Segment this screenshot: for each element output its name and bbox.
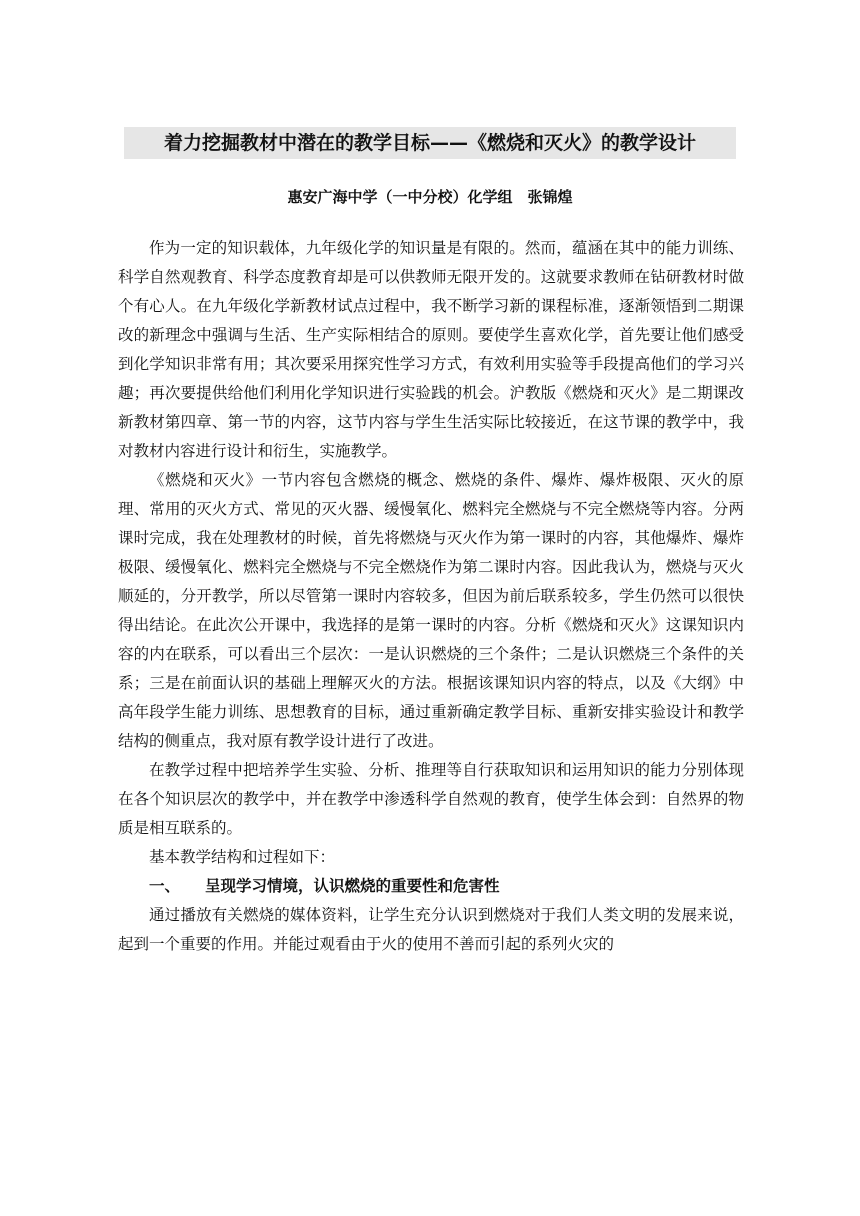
paragraph: 作为一定的知识载体，九年级化学的知识量是有限的。然而，蕴涵在其中的能力训练、科学自然观教育、科学态度教育却是可以供教师无限开发的。这就要求教师在钻研教材时做个有心人。在九年级化学新教材试点过程中，我不断学习新的课程标准，逐渐领悟到二期课改的新理念中强调与生活、生产实际相结合的原则。要使学生喜欢化学，首先要让他们感受到化学知识非常有用；其次要采用探究性学习方式，有效利用实验等手段提高他们的学习兴趣；再次要提供给他们利用化学知识进行实验践的机会。沪教版《燃烧和灭火》是二期课改新教材第四章、第一节的内容，这节内容与学生生活实际比较接近，在这节课的教学中，我对教材内容进行设计和衍生，实施教学。 — [118, 239, 744, 460]
section-heading-number: 一、 — [149, 877, 181, 895]
paragraph: 通过播放有关燃烧的媒体资料，让学生充分认识到燃烧对于我们人类文明的发展来说，起到一个重要的作用。并能过观看由于火的使用不善而引起的系列火灾的 — [118, 906, 744, 953]
document-title: 着力挖掘教材中潜在的教学目标——《燃烧和灭火》的教学设计 — [124, 127, 736, 159]
paragraph: 在教学过程中把培养学生实验、分析、推理等自行获取知识和运用知识的能力分别体现在各个知识层次的教学中，并在教学中渗透科学自然观的教育，使学生体会到：自然界的物质是相互联系的。 — [118, 761, 744, 837]
document-body — [118, 234, 744, 959]
author-line: 惠安广海中学（一中分校）化学组 张锦煌 — [287, 188, 573, 206]
paragraph: 《燃烧和灭火》一节内容包含燃烧的概念、燃烧的条件、爆炸、爆炸极限、灭火的原理、常用的灭火方式、常见的灭火器、缓慢氧化、燃料完全燃烧与不完全燃烧等内容。分两课时完成，我在处理教材的时候，首先将燃烧与灭火作为第一课时的内容，其他爆炸、爆炸极限、缓慢氧化、燃料完全燃烧与不完全燃烧作为第二课时内容。因此我认为，燃烧与灭火顺延的，分开教学，所以尽管第一课时内容较多，但因为前后联系较多，学生仍然可以很快得出结论。在此次公开课中，我选择的是第一课时的内容。分析《燃烧和灭火》这课知识内容的内在联系，可以看出三个层次：一是认识燃烧的三个条件；二是认识燃烧三个条件的关系；三是在前面认识的基础上理解灭火的方法。根据该课知识内容的特点，以及《大纲》中高年段学生能力训练、思想教育的目标，通过重新确定教学目标、重新安排实验设计和教学结构的侧重点，我对原有教学设计进行了改进。 — [118, 471, 744, 750]
paragraph: 基本教学结构和过程如下： — [149, 848, 336, 866]
section-heading-text: 呈现学习情境，认识燃烧的重要性和危害性 — [205, 877, 500, 895]
section-heading — [118, 872, 744, 901]
